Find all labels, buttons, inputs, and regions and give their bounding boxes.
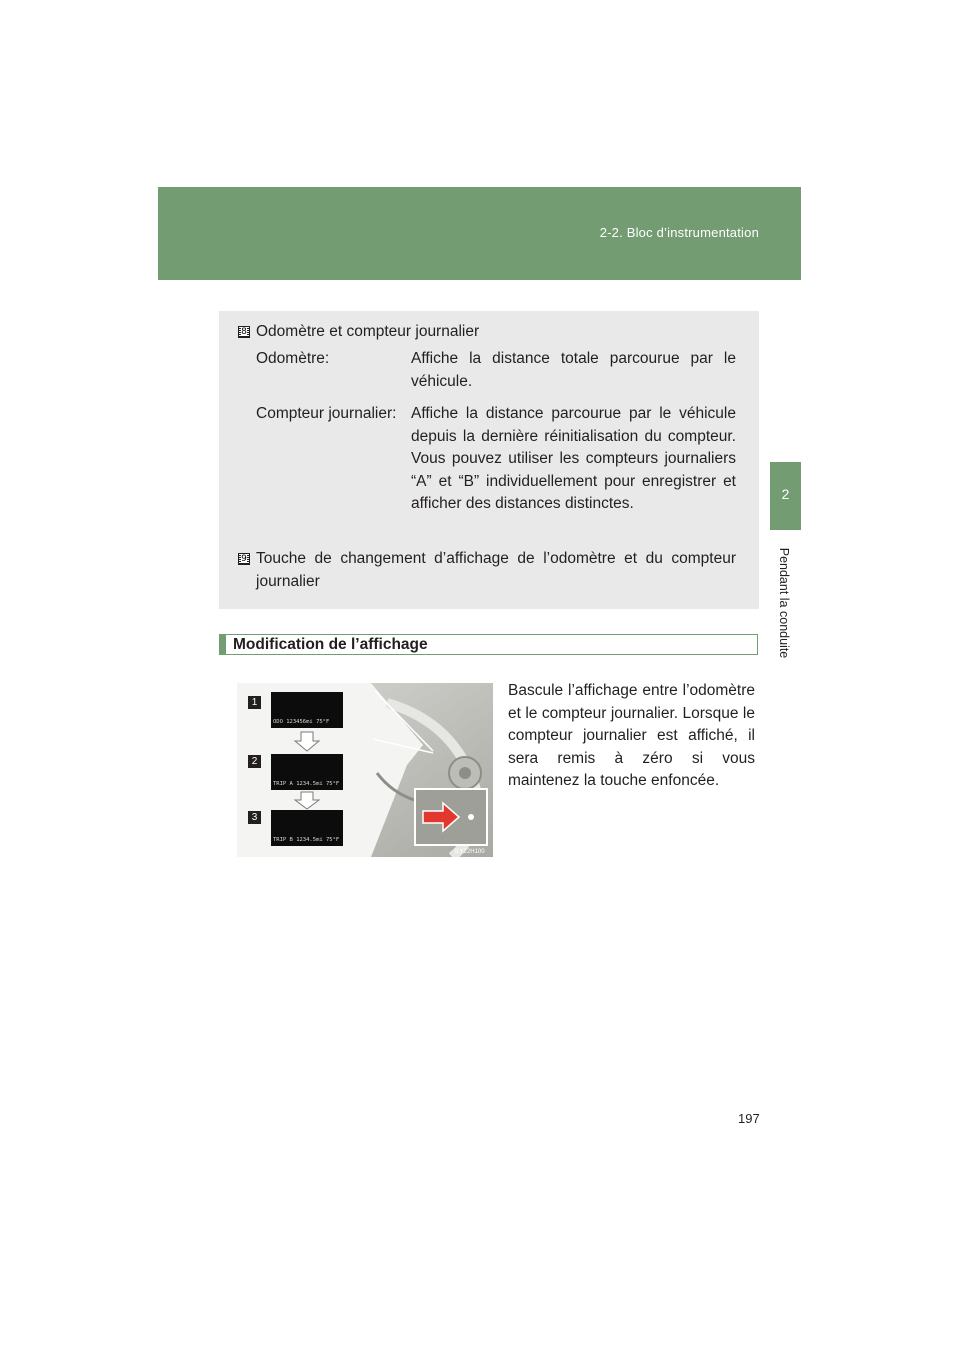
dashboard-drawing (237, 683, 493, 857)
chapter-tab (770, 462, 801, 530)
item-9-marker-icon: 9 (238, 553, 250, 565)
definition-term-odometre: Odomètre: (256, 350, 330, 367)
display-switch-illustration (237, 683, 493, 857)
section-heading: Modification de l’affichage (219, 634, 758, 655)
section-title: 2-2. Bloc d’instrumentation (599, 225, 759, 240)
step-1-marker: 1 (251, 697, 258, 708)
chapter-header (158, 187, 801, 280)
chapter-side-label: Pendant la conduite (777, 547, 791, 658)
section-body-text: Bascule l’affichage entre l’odomètre et le compteur journalier. Lorsque le compteur journalier est affiché, il sera remis à zéro si vous maintenez la touche enfoncée. (508, 682, 755, 789)
item-8-marker-icon: 8 (238, 326, 250, 338)
display-odo: ODO 123456mi 75°F (273, 719, 330, 725)
definition-term-compteur: Compteur journalier: (256, 405, 397, 422)
definition-text-compteur: Affiche la distance parcourue par le véhicule depuis la dernière réinitialisation du compteur. Vous pouvez utiliser les compteurs journaliers “A” et “B” individuellement pour enregistrer et afficher des distances distinctes. (411, 405, 736, 512)
chapter-number: 2 (781, 486, 790, 502)
item-8-title: Odomètre et compteur journalier (256, 323, 480, 340)
step-2-marker: 2 (251, 756, 258, 767)
definition-text-odometre: Affiche la distance totale parcourue par le véhicule. (411, 350, 736, 390)
item-9-title: Touche de changement d’affichage de l’odomètre et du compteur journalier (256, 550, 736, 590)
step-3-marker: 3 (251, 812, 258, 823)
page-number: 197 (738, 1111, 760, 1126)
display-trip-b: TRIP B 1234.5mi 75°F (273, 837, 340, 843)
illustration-code: ILY22H100 (455, 849, 485, 855)
info-box (219, 311, 759, 609)
display-trip-a: TRIP A 1234.5mi 75°F (273, 781, 340, 787)
